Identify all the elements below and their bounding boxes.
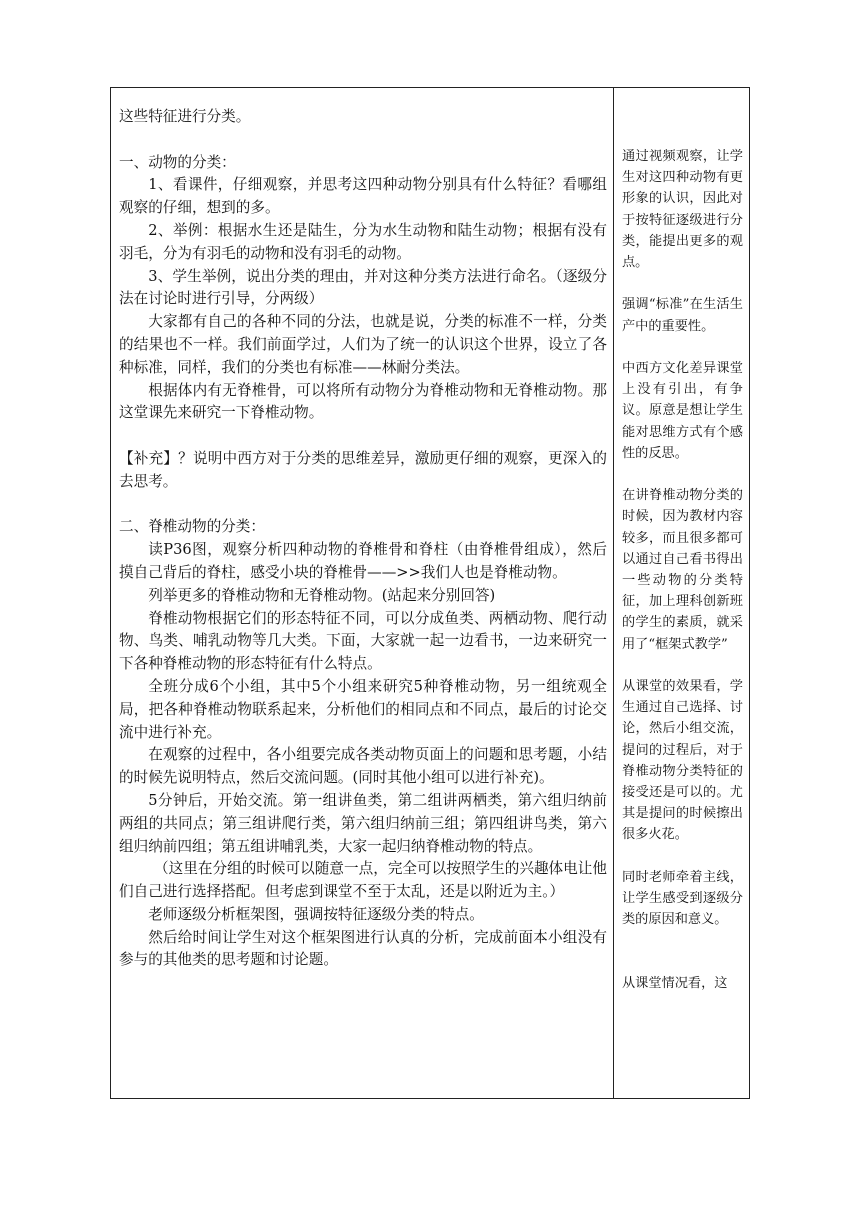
section-heading: 二、脊椎动物的分类： [119, 518, 265, 536]
blank-line [622, 464, 743, 485]
section-heading: 一、动物的分类： [119, 153, 236, 171]
blank-line [119, 425, 607, 448]
paragraph: 列举更多的脊椎动物和无脊椎动物。(站起来分别回答) [148, 586, 496, 604]
paragraph: 根据体内有无脊椎骨，可以将所有动物分为脊椎动物和无脊椎动物。那这堂课先来研究一下脊椎动物。 [119, 381, 607, 422]
blank-line [622, 952, 743, 973]
note: 从课堂情况看，这 [622, 975, 728, 991]
blank-line [119, 129, 607, 152]
paragraph: 1、看课件，仔细观察，并思考这四种动物分别具有什么特征？看哪组观察的仔细，想到的多。 [119, 176, 607, 217]
paragraph: 2、举例：根据水生还是陆生，分为水生动物和陆生动物；根据有没有羽毛，分为有羽毛的动物和没有羽毛的动物。 [119, 221, 607, 262]
blank-line [622, 273, 743, 294]
paragraph: 5分钟后，开始交流。第一组讲鱼类，第二组讲两栖类，第六组归纳前两组的共同点；第三组讲爬行类，第六组归纳前三组；第四组讲鸟类，第六组归纳前四组；第五组讲哺乳类，大家一起归纳脊椎动物的特点。 [119, 791, 607, 855]
supplement-paragraph: 【补充】？说明中西方对于分类的思维差异，激励更仔细的观察，更深入的去思考。 [119, 449, 607, 490]
note: 在讲脊椎动物分类的时候，因为教材内容较多，而且很多都可以通过自己看书得出一些动物的分类特征，加上理科创新班的学生的素质，就采用了“框架式教学” [622, 488, 743, 652]
blank-line [622, 930, 743, 951]
blank-line [119, 494, 607, 517]
note: 通过视频观察，让学生对这四种动物有更形象的认识，因此对于按特征逐级进行分类，能提出更多的观点。 [622, 149, 743, 271]
paragraph: 老师逐级分析框架图，强调按特征逐级分类的特点。 [148, 905, 484, 923]
lesson-content-column [111, 88, 614, 1098]
paragraph: 然后给时间让学生对这个框架图进行认真的分析，完成前面本小组没有参与的其他类的思考题和讨论题。 [119, 928, 607, 969]
note: 从课堂的效果看，学生通过自己选择、讨论，然后小组交流，提问的过程后，对于脊椎动物分类特征的接受还是可以的。尤其是提问的时候擦出很多火花。 [622, 679, 743, 843]
paragraph: 这些特征进行分类。 [119, 108, 251, 125]
paragraph: （这里在分组的时候可以随意一点，完全可以按照学生的兴趣体电让他们自己进行选择搭配。但考虑到课堂不至于太乱，还是以附近为主。） [119, 860, 607, 901]
note: 同时老师牵着主线，让学生感受到逐级分类的原因和意义。 [622, 869, 743, 928]
paragraph: 脊椎动物根据它们的形态特征不同，可以分成鱼类、两栖动物、爬行动物、鸟类、哺乳动物等几大类。下面，大家就一起一边看书，一边来研究一下各种脊椎动物的形态特征有什么特点。 [119, 609, 607, 673]
lesson-table [110, 87, 750, 1099]
blank-line [622, 846, 743, 867]
paragraph: 大家都有自己的各种不同的分法，也就是说，分类的标准不一样，分类的结果也不一样。我们前面学过，人们为了统一的认识这个世界，设立了各种标准，同样，我们的分类也有标准——林耐分类法。 [119, 313, 607, 376]
blank-line [622, 655, 743, 676]
note: 中西方文化差异课堂上没有引出，有争议。原意是想让学生能对思维方式有个感性的反思。 [622, 361, 743, 461]
reflection-notes-column [614, 88, 749, 1098]
paragraph: 3、学生举例，说出分类的理由，并对这种分类方法进行命名。（逐级分法在讨论时进行引导，分两级） [119, 267, 607, 308]
paragraph: 读P36图，观察分析四种动物的脊椎骨和脊柱（由脊椎骨组成），然后摸自己背后的脊柱，感受小块的脊椎骨——>>我们人也是脊椎动物。 [119, 541, 607, 581]
paragraph: 全班分成6个小组，其中5个小组来研究5种脊椎动物，另一组统观全局，把各种脊椎动物联系起来，分析他们的相同点和不同点，最后的讨论交流中进行补充。 [119, 677, 607, 741]
note: 强调“标准”在生活生产中的重要性。 [622, 297, 743, 334]
paragraph: 在观察的过程中，各小组要完成各类动物页面上的问题和思考题，小结的时候先说明特点，然后交流问题。(同时其他小组可以进行补充)。 [119, 746, 607, 787]
blank-line [622, 337, 743, 358]
